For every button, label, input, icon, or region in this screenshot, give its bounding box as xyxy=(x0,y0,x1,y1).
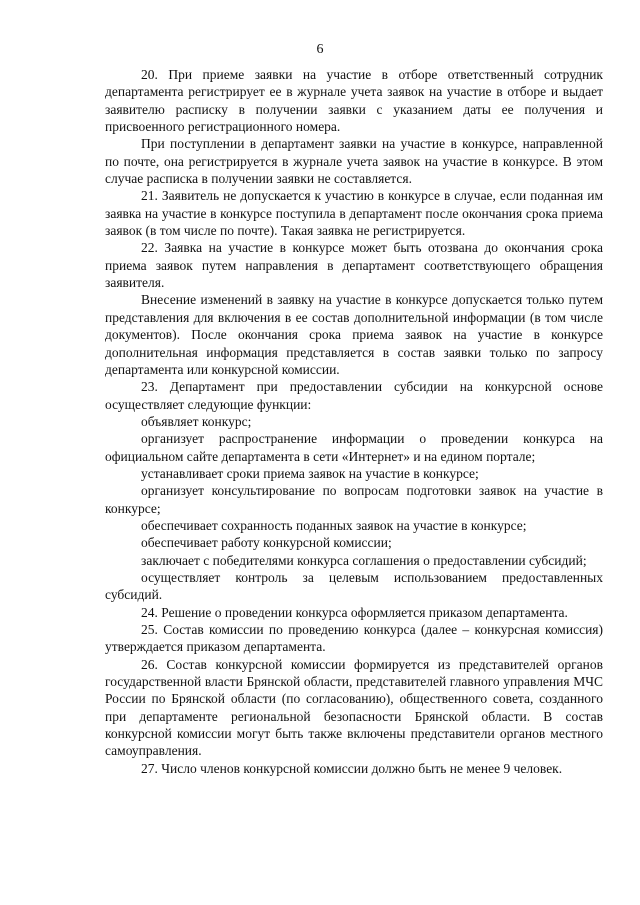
paragraph-27: 27. Число членов конкурсной комиссии должно быть не менее 9 человек. xyxy=(141,760,563,776)
paragraph-23: 23. Департамент при предоставлении субсидии на конкурсной основе осуществляет следующие функции: xyxy=(105,379,603,412)
page-number: 6 xyxy=(316,42,324,57)
paragraph-amendments: Внесение изменений в заявку на участие в конкурсе допускается только путем представления для включения в ее состав дополнительной информации (в том числе документов). После окончания срока приема заявок на участие в конкурсе дополнительная информация представляется в состав заявки только по запросу департамента или конкурсной комиссии. xyxy=(105,292,603,377)
function-item: обеспечивает работу конкурсной комиссии; xyxy=(141,535,392,551)
paragraph-26: 26. Состав конкурсной комиссии формируется из представителей органов государственной власти Брянской области, представителей главного управления МЧС России по Брянской области (по согласованию), общественного совета, созданного при департаменте региональной безопасности Брянской области. В состав конкурсной комиссии могут быть также включены представители органов местного самоуправления. xyxy=(105,656,603,759)
paragraph-24: 24. Решение о проведении конкурса оформляется приказом департамента. xyxy=(141,604,568,620)
function-item: организует консультирование по вопросам подготовки заявок на участие в конкурсе; xyxy=(105,483,603,516)
function-item: устанавливает сроки приема заявок на участие в конкурсе; xyxy=(141,465,479,481)
function-item: заключает с победителями конкурса соглашения о предоставлении субсидий; xyxy=(141,552,587,568)
document-body xyxy=(105,66,603,777)
paragraph-mail-registration: При поступлении в департамент заявки на участие в конкурсе, направленной по почте, она регистрируется в журнале учета заявок на участие в конкурсе. В этом случае расписка в получении заявки не составляется. xyxy=(105,136,603,187)
paragraph-21: 21. Заявитель не допускается к участию в конкурсе в случае, если поданная им заявка на участие в конкурсе поступила в департамент после окончания срока приема заявок (в том числе по почте). Такая заявка не регистрируется. xyxy=(105,188,603,239)
paragraph-22: 22. Заявка на участие в конкурсе может быть отозвана до окончания срока приема заявок путем направления в департамент соответствующего обращения заявителя. xyxy=(105,240,603,291)
paragraph-25: 25. Состав комиссии по проведению конкурса (далее – конкурсная комиссия) утверждается приказом департамента. xyxy=(105,622,603,655)
function-item: объявляет конкурс; xyxy=(141,413,252,429)
function-item: организует распространение информации о проведении конкурса на официальном сайте департамента в сети «Интернет» и на едином портале; xyxy=(105,431,603,464)
paragraph-20: 20. При приеме заявки на участие в отборе ответственный сотрудник департамента регистрирует ее в журнале учета заявок на участие в отборе и выдает заявителю расписку в получении заявки с указанием даты ее получения и присвоенного регистрационного номера. xyxy=(105,67,603,135)
function-item: обеспечивает сохранность поданных заявок на участие в конкурсе; xyxy=(141,517,527,533)
function-item: осуществляет контроль за целевым использованием предоставленных субсидий. xyxy=(105,569,603,603)
